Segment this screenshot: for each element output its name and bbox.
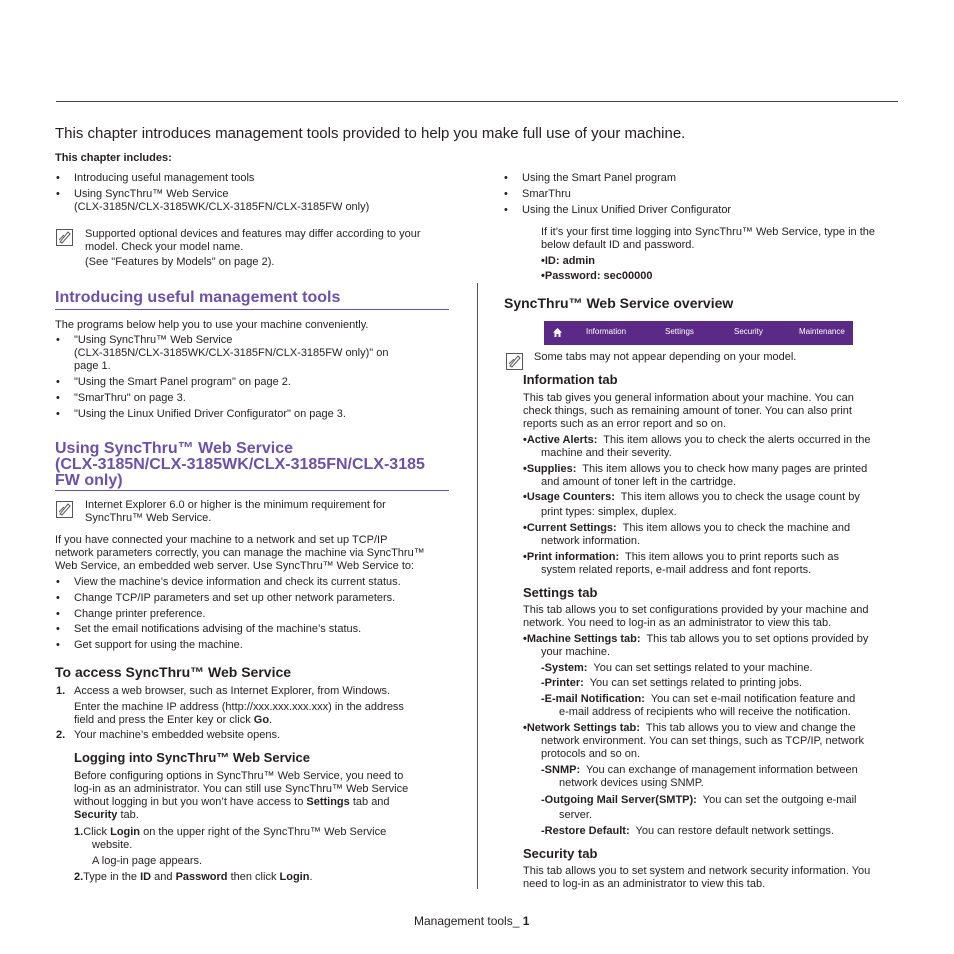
page-footer: Management tools_ 1 xyxy=(414,914,530,928)
login-text: without logging in but you won’t have access to Settings tab and xyxy=(74,796,390,808)
section-text: If you have connected your machine to a network and set up TCP/IP xyxy=(55,534,388,546)
chapter-lead: This chapter introduces management tools provided to help you make full use of your machine. xyxy=(55,125,686,142)
step-number: 2. xyxy=(56,729,66,741)
subsection-title: Logging into SyncThru™ Web Service xyxy=(74,750,310,765)
info-item: print types: simplex, duplex. xyxy=(541,506,677,518)
home-icon xyxy=(552,327,563,338)
step-number: 1. xyxy=(56,685,66,697)
column-divider xyxy=(477,283,478,889)
section-text: Web Service, an embedded web server. Use SyncThru™ Web Service to: xyxy=(55,560,415,572)
note-text: Some tabs may not appear depending on your model. xyxy=(534,351,797,363)
info-item: network information. xyxy=(541,535,641,547)
section-rule xyxy=(55,309,449,310)
info-item: machine and their severity. xyxy=(541,447,672,459)
login-step: A log-in page appears. xyxy=(92,855,203,867)
list-item-cont: page 1. xyxy=(74,360,111,372)
section-title: Using SyncThru™ Web Service xyxy=(55,440,293,457)
info-item: and amount of toner left in the cartridge. xyxy=(541,476,737,488)
list-item: • View the machine’s device information and check its current status. xyxy=(74,576,401,589)
list-item-cont: (CLX-3185N/CLX-3185WK/CLX-3185FN/CLX-3185FW only)" on xyxy=(74,347,389,359)
list-item: • Get support for using the machine. xyxy=(74,639,243,652)
list-item: • Change printer preference. xyxy=(74,608,205,621)
settings-subitem: e-mail address of recipients who will receive the notification. xyxy=(559,706,851,718)
list-item: • Change TCP/IP parameters and set up other network parameters. xyxy=(74,592,395,605)
login-step: 2.Type in the ID and Password then click Login. xyxy=(74,871,313,883)
section-title: (CLX-3185N/CLX-3185WK/CLX-3185FN/CLX-3185 xyxy=(55,456,425,473)
list-item: • "SmarThru" on page 3. xyxy=(74,392,186,405)
tab-information: Information xyxy=(586,327,627,336)
settings-subitem: -E-mail Notification: You can set e-mail notification feature and xyxy=(541,693,856,705)
info-item: •Active Alerts: This item allows you to check the alerts occurred in the xyxy=(523,434,871,446)
info-item: •Supplies: This item allows you to check how many pages are printed xyxy=(523,463,868,475)
settings-text: network. You need to log-in as an administrator to view this tab. xyxy=(523,617,832,629)
login-text: Security tab. xyxy=(74,809,139,821)
list-item: • "Using the Linux Unified Driver Configurator" on page 3. xyxy=(74,408,346,421)
settings-subitem: -Restore Default: You can restore default network settings. xyxy=(541,825,834,837)
section-text: The programs below help you to use your machine conveniently. xyxy=(55,319,369,331)
list-item: • Using the Linux Unified Driver Configurator xyxy=(522,204,731,217)
note-icon xyxy=(56,501,73,518)
list-item: • "Using SyncThru™ Web Service xyxy=(74,334,232,347)
subsection-title: To access SyncThru™ Web Service xyxy=(55,664,292,680)
tab-settings: Settings xyxy=(665,327,694,336)
login-info: If it’s your first time logging into SyncThru™ Web Service, type in the xyxy=(541,226,876,238)
info-item: •Current Settings: This item allows you to check the machine and xyxy=(523,522,851,534)
note-icon xyxy=(56,229,73,246)
settings-subitem: -Printer: You can set settings related to printing jobs. xyxy=(541,677,803,689)
subsection-title: Settings tab xyxy=(523,585,598,600)
list-item: • Using SyncThru™ Web Service xyxy=(74,188,228,201)
settings-subitem: -System: You can set settings related to your machine. xyxy=(541,662,813,674)
default-id: •ID: admin xyxy=(541,255,595,267)
settings-text: This tab allows you to set configurations provided by your machine and xyxy=(523,604,869,616)
login-step: website. xyxy=(92,839,133,851)
note-text: model. Check your model name. xyxy=(85,241,244,253)
settings-item: network environment. You can set things, such as TCP/IP, network xyxy=(541,735,865,747)
settings-item: protocols and so on. xyxy=(541,748,641,760)
login-text: log-in as an administrator. You can still use SyncThru™ Web Service xyxy=(74,783,409,795)
section-rule xyxy=(55,490,449,491)
info-text: check things, such as remaining amount of toner. You can also print xyxy=(523,405,852,417)
step-text: Enter the machine IP address (http://xxx.xxx.xxx.xxx) in the address xyxy=(74,701,404,713)
security-text: This tab allows you to set system and network security information. You xyxy=(523,865,871,877)
section-text: network parameters correctly, you can manage the machine via SyncThru™ xyxy=(55,547,425,559)
top-rule xyxy=(56,101,898,102)
section-title: Introducing useful management tools xyxy=(55,289,341,306)
settings-subitem: -SNMP: You can exchange of management information between xyxy=(541,764,858,776)
includes-label: This chapter includes: xyxy=(55,152,172,164)
list-item: • Using the Smart Panel program xyxy=(522,172,676,185)
info-item: •Print information: This item allows you to print reports such as xyxy=(523,551,840,563)
subsection-title: Security tab xyxy=(523,846,598,861)
list-item: • "Using the Smart Panel program" on page 2. xyxy=(74,376,291,389)
note-text: SyncThru™ Web Service. xyxy=(85,512,212,524)
list-item: • SmarThru xyxy=(522,188,571,201)
subsection-title: Information tab xyxy=(523,372,618,387)
settings-subitem: -Outgoing Mail Server(SMTP): You can set the outgoing e-mail xyxy=(541,794,857,806)
list-item-cont: (CLX-3185N/CLX-3185WK/CLX-3185FN/CLX-3185FW only) xyxy=(74,201,370,213)
note-text: Internet Explorer 6.0 or higher is the minimum requirement for xyxy=(85,499,386,511)
security-text: need to log-in as an administrator to view this tab. xyxy=(523,878,766,890)
info-text: This tab gives you general information about your machine. You can xyxy=(523,392,854,404)
info-item: •Usage Counters: This item allows you to check the usage count by xyxy=(523,491,860,503)
list-item: • Introducing useful management tools xyxy=(74,172,254,185)
settings-subitem: network devices using SNMP. xyxy=(559,777,704,789)
login-step: 1.Click Login on the upper right of the SyncThru™ Web Service xyxy=(74,826,387,838)
login-text: Before configuring options in SyncThru™ Web Service, you need to xyxy=(74,770,404,782)
note-text: (See "Features by Models" on page 2). xyxy=(85,256,275,268)
subsection-title: SyncThru™ Web Service overview xyxy=(504,295,734,311)
tab-maintenance: Maintenance xyxy=(799,327,845,336)
login-info: below default ID and password. xyxy=(541,239,695,251)
note-icon xyxy=(506,353,523,370)
info-text: reports such as an error report and so on. xyxy=(523,418,726,430)
tab-security: Security xyxy=(734,327,763,336)
section-title: FW only) xyxy=(55,472,123,489)
settings-item: your machine. xyxy=(541,646,611,658)
default-password: •Password: sec00000 xyxy=(541,270,653,282)
step-text: field and press the Enter key or click Go. xyxy=(74,714,273,726)
list-item: • Set the email notifications advising of the machine’s status. xyxy=(74,623,361,636)
syncthru-tab-bar xyxy=(544,321,853,345)
step-text: Your machine’s embedded website opens. xyxy=(74,729,281,741)
settings-subitem: server. xyxy=(559,809,593,821)
note-text: Supported optional devices and features may differ according to your xyxy=(85,228,421,240)
step-text: Access a web browser, such as Internet Explorer, from Windows. xyxy=(74,685,391,697)
info-item: system related reports, e-mail address and font reports. xyxy=(541,564,812,576)
settings-item: •Network Settings tab: This tab allows you to view and change the xyxy=(523,722,856,734)
settings-item: •Machine Settings tab: This tab allows you to set options provided by xyxy=(523,633,869,645)
